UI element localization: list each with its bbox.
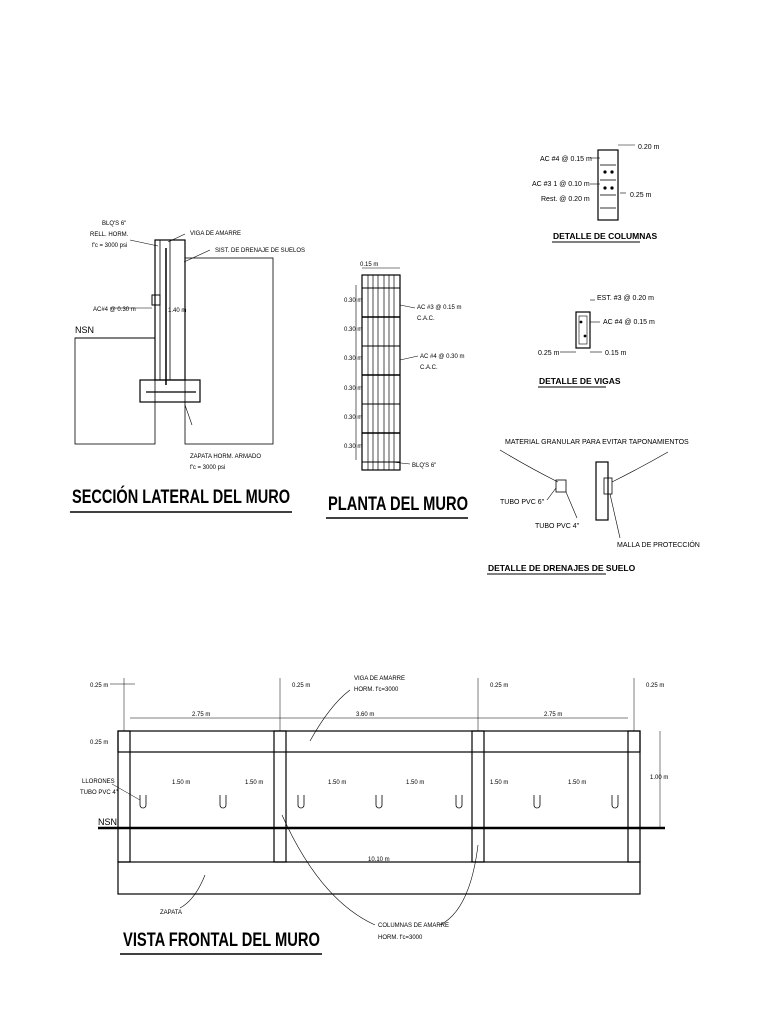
plan-cac-2: C.A.C. xyxy=(420,365,438,371)
front-beam-height: 0.25 m xyxy=(90,740,109,746)
section-nsn-label: NSN xyxy=(75,325,95,335)
beam-detail xyxy=(538,295,655,387)
plan-spacing-5: 0.30 m xyxy=(344,415,363,421)
soil-hatch-right xyxy=(185,258,273,444)
drain-malla: MALLA DE PROTECCIÓN xyxy=(617,542,700,549)
front-col-label: COLUMNAS DE AMARRE xyxy=(378,923,450,929)
front-column-2 xyxy=(274,731,286,862)
weep-hole-icon xyxy=(376,795,382,808)
column-section xyxy=(598,150,618,220)
front-weep-pipe: TUBO PVC 4" xyxy=(80,790,118,796)
column-ac4: AC #4 @ 0.15 m xyxy=(540,156,592,163)
section-block-label: BLQ'S 6" xyxy=(102,221,127,227)
front-footing-label: ZAPATA xyxy=(160,910,183,916)
plan-ac4-label: AC #4 @ 0.30 m xyxy=(420,354,465,360)
beam-est: EST. #3 @ 0.20 m xyxy=(597,295,654,302)
front-weep-sp-6: 1.50 m xyxy=(568,780,587,786)
front-weep-sp-5: 1.50 m xyxy=(490,780,509,786)
front-column-3 xyxy=(472,731,484,862)
section-drain-label: SIST. DE DRENAJE DE SUELOS xyxy=(215,248,306,254)
front-colw-1: 0.25 m xyxy=(90,683,109,689)
front-title: VISTA FRONTAL DEL MURO xyxy=(123,930,320,951)
beam-w1: 0.25 m xyxy=(538,350,560,357)
beam-title: DETALLE DE VIGAS xyxy=(539,376,621,386)
front-weep-sp-4: 1.50 m xyxy=(406,780,425,786)
section-title: SECCIÓN LATERAL DEL MURO xyxy=(72,487,358,508)
front-colw-3: 0.25 m xyxy=(490,683,509,689)
section-fc-label: f'c = 3000 psi xyxy=(92,243,128,249)
front-elevation xyxy=(80,676,668,954)
front-nsn-label: NSN xyxy=(98,817,118,827)
column-title: DETALLE DE COLUMNAS xyxy=(553,231,658,241)
front-total: 10.10 m xyxy=(368,857,390,863)
plan-cac-1: C.A.C. xyxy=(417,316,435,322)
weep-hole-icon xyxy=(140,795,146,808)
column-depth: 0.25 m xyxy=(630,192,652,199)
drain-pipe xyxy=(152,295,160,305)
beam-ac4: AC #4 @ 0.15 m xyxy=(603,319,655,326)
beam-section xyxy=(576,312,590,348)
front-tie-beam xyxy=(118,731,640,752)
column-width: 0.20 m xyxy=(638,144,660,151)
section-fill-label: RELL. HORM. xyxy=(90,232,129,238)
weep-hole-icon xyxy=(534,795,540,808)
drain-pvc4: TUBO PVC 4" xyxy=(535,523,580,530)
front-weep-label: LLORONES xyxy=(82,779,115,785)
front-colw-4: 0.25 m xyxy=(646,683,665,689)
plan-spacing-6: 0.30 m xyxy=(344,444,363,450)
weep-hole-icon xyxy=(456,795,462,808)
front-span-3: 2.75 m xyxy=(544,712,563,718)
beam-w2: 0.15 m xyxy=(605,350,627,357)
front-span-1: 2.75 m xyxy=(192,712,211,718)
front-column-4 xyxy=(628,731,640,862)
front-beam-label: VIGA DE AMARRE xyxy=(354,676,406,682)
plan-view xyxy=(326,262,468,518)
front-weep-holes xyxy=(140,795,618,808)
front-beam-fc: HORM. f'c=3000 xyxy=(354,687,399,693)
plan-spacing-2: 0.30 m xyxy=(344,327,363,333)
section-lateral-view xyxy=(70,221,358,512)
footing-section xyxy=(140,380,200,402)
front-column-1 xyxy=(118,731,130,862)
weep-hole-icon xyxy=(612,795,618,808)
front-footing xyxy=(118,862,640,894)
plan-spacing-3: 0.30 m xyxy=(344,356,363,362)
section-dim-label: 1.40 m xyxy=(168,308,187,314)
section-footing-label: ZAPATA HORM. ARMADO xyxy=(190,454,262,460)
weep-hole-icon xyxy=(220,795,226,808)
section-footing-fc: f'c = 3000 psi xyxy=(190,465,226,471)
section-rebar-label: AC#4 @ 0.30 m xyxy=(93,307,136,313)
front-weep-sp-1: 1.50 m xyxy=(172,780,191,786)
weep-hole-icon xyxy=(298,795,304,808)
plan-top-dim: 0.15 m xyxy=(360,262,379,268)
drain-material: MATERIAL GRANULAR PARA EVITAR TAPONAMIENTOS xyxy=(505,439,689,446)
front-weep-sp-2: 1.50 m xyxy=(245,780,264,786)
plan-ac3-label: AC #3 @ 0.15 m xyxy=(417,305,462,311)
drain-pvc6: TUBO PVC 6" xyxy=(500,499,545,506)
plan-spacing-1: 0.30 m xyxy=(344,298,363,304)
front-col-fc: HORM. f'c=3000 xyxy=(378,935,423,941)
plan-block-label: BLQ'S 6" xyxy=(412,463,437,469)
soil-hatch-left xyxy=(75,338,155,444)
plan-spacing-4: 0.30 m xyxy=(344,386,363,392)
front-height: 1.00 m xyxy=(650,775,669,781)
front-colw-2: 0.25 m xyxy=(292,683,311,689)
column-detail xyxy=(532,144,660,242)
drain-detail xyxy=(487,439,700,574)
drain-title: DETALLE DE DRENAJES DE SUELO xyxy=(488,563,636,573)
front-weep-sp-3: 1.50 m xyxy=(328,780,347,786)
section-beam-label: VIGA DE AMARRE xyxy=(190,231,242,237)
column-rest: Rest. @ 0.20 m xyxy=(541,196,590,203)
drain-wall xyxy=(596,462,608,520)
front-span-2: 3.60 m xyxy=(356,712,375,718)
plan-title: PLANTA DEL MURO xyxy=(328,494,468,515)
column-ac3: AC #3 1 @ 0.10 m xyxy=(532,181,590,188)
